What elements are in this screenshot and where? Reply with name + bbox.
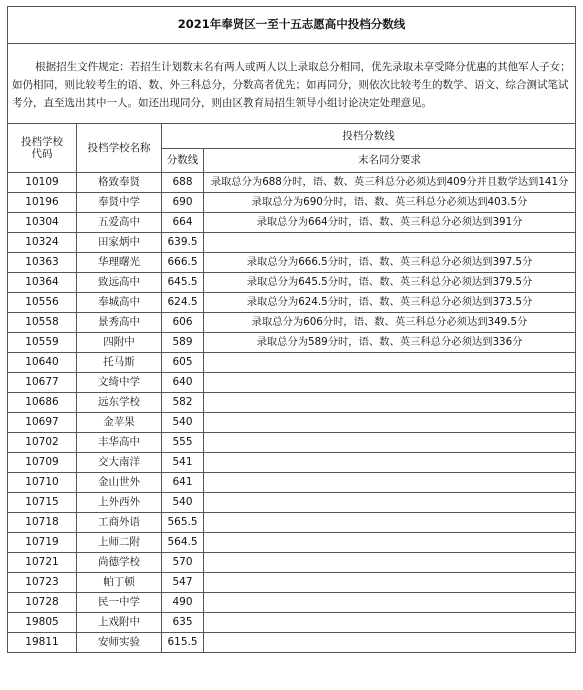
score-cell: 666.5 bbox=[162, 253, 204, 273]
score-cell: 635 bbox=[162, 613, 204, 633]
school-name-cell: 景秀高中 bbox=[77, 313, 162, 333]
score-cell: 640 bbox=[162, 373, 204, 393]
table-row bbox=[8, 513, 576, 533]
table-row bbox=[8, 573, 576, 593]
school-name-cell: 华理曙光 bbox=[77, 253, 162, 273]
school-code-cell: 10697 bbox=[8, 413, 77, 433]
school-name-cell: 工商外语 bbox=[77, 513, 162, 533]
table-row bbox=[8, 593, 576, 613]
school-code-cell: 10686 bbox=[8, 393, 77, 413]
school-name-cell: 帕丁顿 bbox=[77, 573, 162, 593]
table-row bbox=[8, 193, 576, 213]
school-code-cell: 10721 bbox=[8, 553, 77, 573]
school-name-cell: 五爱高中 bbox=[77, 213, 162, 233]
table-row bbox=[8, 453, 576, 473]
school-code-cell: 10709 bbox=[8, 453, 77, 473]
table-row bbox=[8, 553, 576, 573]
table-row bbox=[8, 433, 576, 453]
school-name-cell: 民一中学 bbox=[77, 593, 162, 613]
requirement-cell bbox=[204, 413, 576, 433]
requirement-cell bbox=[204, 533, 576, 553]
score-cell: 540 bbox=[162, 413, 204, 433]
school-code-cell: 10363 bbox=[8, 253, 77, 273]
score-cell: 582 bbox=[162, 393, 204, 413]
score-cell: 688 bbox=[162, 173, 204, 193]
score-cell: 555 bbox=[162, 433, 204, 453]
table-title: 2021年奉贤区一至十五志愿高中投档分数线 bbox=[8, 7, 576, 44]
school-name-cell: 上戏附中 bbox=[77, 613, 162, 633]
school-code-cell: 10702 bbox=[8, 433, 77, 453]
school-name-cell: 奉贤中学 bbox=[77, 193, 162, 213]
requirement-cell bbox=[204, 473, 576, 493]
header-school-name: 投档学校名称 bbox=[77, 124, 162, 173]
school-name-cell: 上师二附 bbox=[77, 533, 162, 553]
requirement-cell bbox=[204, 373, 576, 393]
school-name-cell: 四附中 bbox=[77, 333, 162, 353]
requirement-cell bbox=[204, 513, 576, 533]
school-name-cell: 上外西外 bbox=[77, 493, 162, 513]
school-name-cell: 文绮中学 bbox=[77, 373, 162, 393]
header-requirement: 末名同分要求 bbox=[204, 149, 576, 173]
school-code-cell: 10304 bbox=[8, 213, 77, 233]
table-row bbox=[8, 373, 576, 393]
school-code-cell: 10556 bbox=[8, 293, 77, 313]
school-code-cell: 19805 bbox=[8, 613, 77, 633]
table-row bbox=[8, 613, 576, 633]
requirement-cell: 录取总分为664分时，语、数、英三科总分必须达到391分 bbox=[204, 213, 576, 233]
score-cell: 540 bbox=[162, 493, 204, 513]
school-name-cell: 金苹果 bbox=[77, 413, 162, 433]
requirement-cell: 录取总分为645.5分时，语、数、英三科总分必须达到379.5分 bbox=[204, 273, 576, 293]
requirement-cell bbox=[204, 233, 576, 253]
table-row bbox=[8, 313, 576, 333]
requirement-cell bbox=[204, 393, 576, 413]
school-code-cell: 10715 bbox=[8, 493, 77, 513]
score-cell: 624.5 bbox=[162, 293, 204, 313]
score-cell: 564.5 bbox=[162, 533, 204, 553]
school-name-cell: 安师实验 bbox=[77, 633, 162, 653]
score-cell: 565.5 bbox=[162, 513, 204, 533]
school-code-cell: 10109 bbox=[8, 173, 77, 193]
table-row bbox=[8, 473, 576, 493]
table-row bbox=[8, 333, 576, 353]
school-code-cell: 10710 bbox=[8, 473, 77, 493]
score-cell: 605 bbox=[162, 353, 204, 373]
school-code-cell: 10677 bbox=[8, 373, 77, 393]
table-row bbox=[8, 293, 576, 313]
requirement-cell bbox=[204, 553, 576, 573]
table-row bbox=[8, 633, 576, 653]
requirement-cell bbox=[204, 633, 576, 653]
table-row bbox=[8, 173, 576, 193]
requirement-cell: 录取总分为624.5分时，语、数、英三科总分必须达到373.5分 bbox=[204, 293, 576, 313]
school-code-cell: 10559 bbox=[8, 333, 77, 353]
school-name-cell: 尚德学校 bbox=[77, 553, 162, 573]
table-row bbox=[8, 493, 576, 513]
admission-rule-text: 根据招生文件规定：若招生计划数末名有两人或两人以上录取总分相同，优先录取未享受降分优惠的其他军人子女；如仍相同，则比较考生的语、数、外三科总分，分数高者优先；如再同分，则依次比较考生的数学、语文、综合测试笔试考分，直至选出其中一人。如还出现同分，则由区教育局招生领导小组讨论决定处理意见。 bbox=[12, 60, 571, 109]
school-code-cell: 10364 bbox=[8, 273, 77, 293]
school-code-cell: 10558 bbox=[8, 313, 77, 333]
school-code-cell: 10718 bbox=[8, 513, 77, 533]
school-name-cell: 田家炳中 bbox=[77, 233, 162, 253]
school-name-cell: 交大南洋 bbox=[77, 453, 162, 473]
score-cell: 570 bbox=[162, 553, 204, 573]
score-cell: 641 bbox=[162, 473, 204, 493]
requirement-cell: 录取总分为666.5分时，语、数、英三科总分必须达到397.5分 bbox=[204, 253, 576, 273]
requirement-cell bbox=[204, 493, 576, 513]
school-name-cell: 远东学校 bbox=[77, 393, 162, 413]
requirement-cell: 录取总分为688分时，语、数、英三科总分必须达到409分并且数学达到141分 bbox=[204, 173, 576, 193]
school-code-cell: 10728 bbox=[8, 593, 77, 613]
score-cell: 490 bbox=[162, 593, 204, 613]
requirement-cell bbox=[204, 593, 576, 613]
requirement-cell: 录取总分为589分时，语、数、英三科总分必须达到336分 bbox=[204, 333, 576, 353]
requirement-cell: 录取总分为690分时，语、数、英三科总分必须达到403.5分 bbox=[204, 193, 576, 213]
requirement-cell bbox=[204, 573, 576, 593]
school-code-cell: 19811 bbox=[8, 633, 77, 653]
school-name-cell: 托马斯 bbox=[77, 353, 162, 373]
school-code-cell: 10719 bbox=[8, 533, 77, 553]
score-table bbox=[7, 6, 576, 653]
requirement-cell bbox=[204, 453, 576, 473]
requirement-cell bbox=[204, 353, 576, 373]
score-cell: 547 bbox=[162, 573, 204, 593]
school-name-cell: 丰华高中 bbox=[77, 433, 162, 453]
school-code-cell: 10324 bbox=[8, 233, 77, 253]
school-name-cell: 格致奉贤 bbox=[77, 173, 162, 193]
score-cell: 690 bbox=[162, 193, 204, 213]
score-cell: 541 bbox=[162, 453, 204, 473]
admission-rule-note bbox=[8, 44, 576, 124]
table-row bbox=[8, 273, 576, 293]
requirement-cell: 录取总分为606分时，语、数、英三科总分必须达到349.5分 bbox=[204, 313, 576, 333]
score-cell: 606 bbox=[162, 313, 204, 333]
requirement-cell bbox=[204, 613, 576, 633]
table-row bbox=[8, 353, 576, 373]
score-cell: 664 bbox=[162, 213, 204, 233]
table-row bbox=[8, 533, 576, 553]
school-name-cell: 致远高中 bbox=[77, 273, 162, 293]
table-row bbox=[8, 413, 576, 433]
school-code-cell: 10723 bbox=[8, 573, 77, 593]
header-score-group: 投档分数线 bbox=[162, 124, 576, 149]
school-code-cell: 10196 bbox=[8, 193, 77, 213]
header-score: 分数线 bbox=[162, 149, 204, 173]
school-code-cell: 10640 bbox=[8, 353, 77, 373]
school-name-cell: 金山世外 bbox=[77, 473, 162, 493]
score-cell: 589 bbox=[162, 333, 204, 353]
score-cell: 645.5 bbox=[162, 273, 204, 293]
table-row bbox=[8, 213, 576, 233]
table-row bbox=[8, 253, 576, 273]
score-cell: 639.5 bbox=[162, 233, 204, 253]
requirement-cell bbox=[204, 433, 576, 453]
score-cell: 615.5 bbox=[162, 633, 204, 653]
score-table-document bbox=[7, 6, 575, 653]
header-school-code: 投档学校代码 bbox=[8, 124, 77, 173]
table-row bbox=[8, 393, 576, 413]
table-row bbox=[8, 233, 576, 253]
school-name-cell: 奉城高中 bbox=[77, 293, 162, 313]
